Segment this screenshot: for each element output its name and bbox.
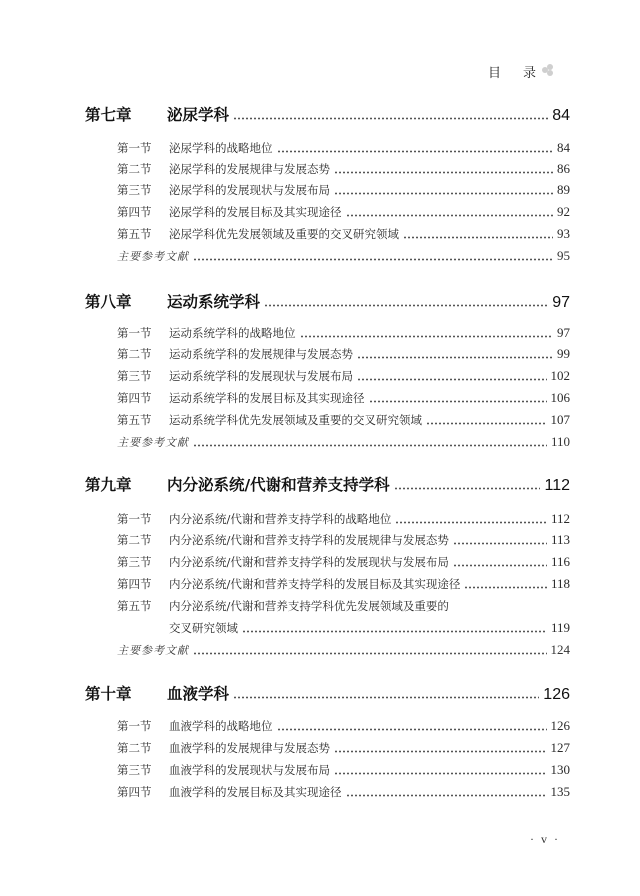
toc-section[interactable] bbox=[85, 740, 570, 756]
chapter-title: 内分泌系统/代谢和营养支持学科 bbox=[167, 476, 390, 494]
references-label: 主要参考文献 bbox=[117, 644, 189, 657]
toc-section[interactable] bbox=[85, 598, 570, 614]
toc-section[interactable] bbox=[85, 576, 570, 592]
dot-leader bbox=[193, 258, 553, 261]
references-page: 95 bbox=[557, 248, 570, 263]
references-label: 主要参考文献 bbox=[117, 436, 189, 449]
toc-section[interactable] bbox=[85, 532, 570, 548]
section-page: 93 bbox=[557, 226, 570, 241]
section-number: 第二节 bbox=[117, 533, 152, 547]
section-page: 99 bbox=[557, 346, 570, 361]
toc-references[interactable] bbox=[85, 434, 570, 450]
section-page: 112 bbox=[550, 511, 570, 526]
section-number: 第五节 bbox=[117, 413, 152, 427]
chapter-page: 126 bbox=[543, 686, 570, 703]
section-page: 106 bbox=[550, 390, 570, 405]
toc-references[interactable] bbox=[85, 642, 570, 658]
dot-leader bbox=[346, 794, 547, 797]
section-number: 第五节 bbox=[117, 227, 152, 241]
toc-section[interactable] bbox=[85, 226, 570, 242]
toc-section[interactable] bbox=[85, 554, 570, 570]
section-title: 运动系统学科的发展现状与发展布局 bbox=[169, 369, 353, 383]
dot-leader bbox=[334, 171, 553, 174]
toc-section[interactable] bbox=[85, 161, 570, 177]
section-title: 运动系统学科优先发展领域及重要的交叉研究领域 bbox=[169, 413, 422, 427]
section-number: 第三节 bbox=[117, 763, 152, 777]
section-page: 127 bbox=[550, 740, 570, 755]
section-title: 血液学科的发展现状与发展布局 bbox=[169, 763, 330, 777]
section-title: 运动系统学科的发展目标及其实现途径 bbox=[169, 391, 365, 405]
dot-leader bbox=[369, 400, 547, 403]
section-number: 第三节 bbox=[117, 555, 152, 569]
section-number: 第二节 bbox=[117, 347, 152, 361]
section-title: 内分泌系统/代谢和营养支持学科的发展现状与发展布局 bbox=[169, 555, 449, 569]
dot-leader bbox=[453, 542, 547, 545]
chapter-page: 84 bbox=[552, 107, 570, 124]
toc-chapter-9[interactable] bbox=[85, 473, 570, 495]
leaf-cluster-icon bbox=[542, 64, 554, 76]
dot-leader bbox=[395, 521, 547, 524]
toc-section[interactable] bbox=[85, 718, 570, 734]
toc-chapter-7[interactable] bbox=[85, 103, 570, 125]
page-folio: · v · bbox=[530, 832, 560, 846]
section-title: 泌尿学科优先发展领域及重要的交叉研究领域 bbox=[169, 227, 399, 241]
toc-section[interactable] bbox=[85, 368, 570, 384]
section-number: 第四节 bbox=[117, 785, 152, 799]
chapter-number: 第十章 bbox=[85, 685, 132, 703]
section-title: 运动系统学科的战略地位 bbox=[169, 326, 296, 340]
section-title: 泌尿学科的发展目标及其实现途径 bbox=[169, 205, 342, 219]
dot-leader bbox=[193, 444, 547, 447]
chapter-number: 第九章 bbox=[85, 476, 132, 494]
section-page: 126 bbox=[550, 718, 570, 733]
section-title: 内分泌系统/代谢和营养支持学科的发展目标及其实现途径 bbox=[169, 577, 461, 591]
section-page: 107 bbox=[550, 412, 570, 427]
dot-leader bbox=[394, 487, 541, 490]
dot-leader bbox=[233, 117, 548, 120]
toc-section[interactable] bbox=[85, 412, 570, 428]
section-title: 内分泌系统/代谢和营养支持学科的发展规律与发展态势 bbox=[169, 533, 449, 547]
section-page: 130 bbox=[550, 762, 570, 777]
section-number: 第五节 bbox=[117, 599, 152, 613]
section-page: 97 bbox=[557, 325, 570, 340]
chapter-title: 运动系统学科 bbox=[167, 293, 261, 311]
section-number: 第四节 bbox=[117, 205, 152, 219]
running-head bbox=[488, 62, 554, 81]
dot-leader bbox=[346, 214, 554, 217]
dot-leader bbox=[300, 335, 554, 338]
toc-section[interactable] bbox=[85, 511, 570, 527]
dot-leader bbox=[193, 652, 547, 655]
toc-section-continuation[interactable] bbox=[85, 620, 570, 636]
section-title: 血液学科的发展目标及其实现途径 bbox=[169, 785, 342, 799]
section-number: 第一节 bbox=[117, 512, 152, 526]
section-title: 泌尿学科的战略地位 bbox=[169, 141, 273, 155]
section-page: 116 bbox=[550, 554, 570, 569]
section-number: 第一节 bbox=[117, 326, 152, 340]
chapter-title: 泌尿学科 bbox=[167, 106, 230, 124]
dot-leader bbox=[277, 150, 554, 153]
dot-leader bbox=[357, 356, 553, 359]
section-title: 运动系统学科的发展规律与发展态势 bbox=[169, 347, 353, 361]
toc-section[interactable] bbox=[85, 204, 570, 220]
running-head-part2: 录 bbox=[523, 66, 537, 81]
toc-section[interactable] bbox=[85, 346, 570, 362]
toc-section[interactable] bbox=[85, 390, 570, 406]
toc-section[interactable] bbox=[85, 140, 570, 156]
toc-chapter-10[interactable] bbox=[85, 682, 570, 704]
chapter-number: 第八章 bbox=[85, 293, 132, 311]
chapter-number: 第七章 bbox=[85, 106, 132, 124]
dot-leader bbox=[242, 630, 547, 633]
toc-section[interactable] bbox=[85, 784, 570, 800]
section-page: 84 bbox=[557, 140, 570, 155]
section-page: 118 bbox=[550, 576, 570, 591]
dot-leader bbox=[233, 696, 539, 699]
section-number: 第四节 bbox=[117, 577, 152, 591]
references-page: 124 bbox=[550, 642, 570, 657]
dot-leader bbox=[264, 304, 548, 307]
section-number: 第二节 bbox=[117, 741, 152, 755]
section-page: 89 bbox=[557, 182, 570, 197]
section-page: 92 bbox=[557, 204, 570, 219]
chapter-title: 血液学科 bbox=[167, 685, 230, 703]
dot-leader bbox=[357, 378, 547, 381]
section-title-continued: 交叉研究领域 bbox=[169, 621, 238, 635]
dot-leader bbox=[453, 564, 547, 567]
dot-leader bbox=[277, 728, 547, 731]
dot-leader bbox=[334, 192, 553, 195]
section-number: 第一节 bbox=[117, 141, 152, 155]
dot-leader bbox=[464, 586, 547, 589]
toc-section[interactable] bbox=[85, 182, 570, 198]
dot-leader bbox=[334, 750, 547, 753]
section-title: 泌尿学科的发展现状与发展布局 bbox=[169, 183, 330, 197]
section-number: 第三节 bbox=[117, 369, 152, 383]
dot-leader bbox=[334, 772, 547, 775]
section-number: 第一节 bbox=[117, 719, 152, 733]
section-title: 内分泌系统/代谢和营养支持学科优先发展领域及重要的 bbox=[169, 599, 449, 613]
references-page: 110 bbox=[550, 434, 570, 449]
section-title: 泌尿学科的发展规律与发展态势 bbox=[169, 162, 330, 176]
references-label: 主要参考文献 bbox=[117, 250, 189, 263]
section-title: 血液学科的战略地位 bbox=[169, 719, 273, 733]
running-head-part1: 目 bbox=[488, 66, 502, 81]
section-number: 第四节 bbox=[117, 391, 152, 405]
toc-section[interactable] bbox=[85, 762, 570, 778]
toc-section[interactable] bbox=[85, 325, 570, 341]
section-page: 102 bbox=[550, 368, 570, 383]
section-number: 第三节 bbox=[117, 183, 152, 197]
section-title: 血液学科的发展规律与发展态势 bbox=[169, 741, 330, 755]
section-title: 内分泌系统/代谢和营养支持学科的战略地位 bbox=[169, 512, 392, 526]
toc-chapter-8[interactable] bbox=[85, 290, 570, 312]
section-page: 113 bbox=[550, 532, 570, 547]
chapter-page: 97 bbox=[552, 294, 570, 311]
section-page: 135 bbox=[550, 784, 570, 799]
toc-references[interactable] bbox=[85, 248, 570, 264]
section-page: 119 bbox=[550, 620, 570, 635]
section-page: 86 bbox=[557, 161, 570, 176]
section-number: 第二节 bbox=[117, 162, 152, 176]
dot-leader bbox=[403, 236, 553, 239]
chapter-page: 112 bbox=[544, 477, 570, 494]
dot-leader bbox=[426, 422, 547, 425]
